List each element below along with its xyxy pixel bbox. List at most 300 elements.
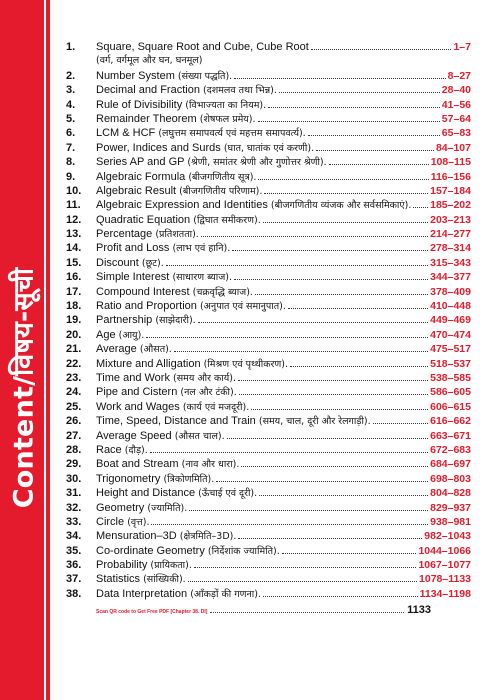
entry-title: Remainder Theorem xyxy=(96,112,197,125)
toc-entry[interactable] xyxy=(66,98,471,112)
entry-line xyxy=(96,572,471,587)
entry-hindi-title: (वृत्त). xyxy=(127,516,150,528)
page-range: 1078–1133 xyxy=(419,573,471,586)
toc-entry[interactable] xyxy=(66,400,471,414)
entry-hindi-title: (साधारण ब्याज). xyxy=(172,272,233,284)
entry-title: Profit and Loss xyxy=(96,242,170,255)
entry-title-group xyxy=(96,184,262,199)
dot-leader xyxy=(188,572,417,582)
entry-title-group xyxy=(96,400,249,415)
entry-title: Work and Wages xyxy=(96,400,180,413)
toc-entry[interactable] xyxy=(66,126,471,140)
page-range: 41–56 xyxy=(441,98,471,111)
entry-hindi-title: (साझेदारी). xyxy=(155,315,196,327)
entry-number: 27. xyxy=(66,429,82,442)
entry-title-group xyxy=(96,313,196,328)
page-range: 829–937 xyxy=(430,501,471,514)
entry-line xyxy=(96,299,471,314)
entry-hindi-title: (श्रेणी, समांतर श्रेणी और गुणोत्तर श्रेणी). xyxy=(187,157,327,169)
entry-title-group xyxy=(96,40,309,54)
entry-title-group xyxy=(96,515,149,530)
entry-line xyxy=(96,529,471,544)
page-range: 84–107 xyxy=(435,141,471,154)
footer-leader xyxy=(210,608,404,613)
dot-leader xyxy=(227,429,428,439)
toc-entry[interactable] xyxy=(66,515,471,529)
entry-hindi-title: (बीजगणितीय सूत्र). xyxy=(188,171,257,183)
entry-title: Power, Indices and Surds xyxy=(96,141,221,154)
entry-hindi-title: (प्रायिकता). xyxy=(150,560,192,572)
entry-line xyxy=(96,457,471,472)
entry-line xyxy=(96,69,471,84)
toc-entry[interactable] xyxy=(66,313,471,327)
entry-line xyxy=(96,328,471,343)
toc-entry[interactable] xyxy=(66,40,471,69)
page-range: 116–156 xyxy=(430,170,471,183)
entry-title-group xyxy=(96,155,327,170)
entry-title-group xyxy=(96,572,186,587)
toc-entry[interactable] xyxy=(66,429,471,443)
entry-title: Square, Square Root and Cube, Cube Root xyxy=(96,41,309,53)
entry-line xyxy=(96,501,471,516)
entry-number: 15. xyxy=(66,256,82,269)
entry-title: Ratio and Proportion xyxy=(96,300,197,313)
entry-hindi-title: (औसत चाल). xyxy=(174,430,225,442)
entry-hindi-title: (प्रतिशतता). xyxy=(155,229,199,241)
dot-leader xyxy=(232,241,428,251)
entry-title-group xyxy=(96,385,237,400)
entry-title-group xyxy=(96,83,277,98)
dot-leader xyxy=(174,342,428,352)
dot-leader xyxy=(282,544,417,554)
toc-entry[interactable] xyxy=(66,414,471,428)
entry-title-group xyxy=(96,544,280,559)
dot-leader xyxy=(311,40,452,50)
entry-line xyxy=(96,342,471,357)
entry-title: Decimal and Fraction xyxy=(96,84,200,97)
toc-entry[interactable] xyxy=(66,83,471,97)
page-range: 698–803 xyxy=(430,472,471,485)
dot-leader xyxy=(189,501,428,511)
page-range: 344–377 xyxy=(430,271,471,284)
entry-hindi-title: (आयु). xyxy=(118,329,145,341)
entry-number: 9. xyxy=(66,170,76,183)
page-range: 663–671 xyxy=(430,429,471,442)
entry-title: Boat and Stream xyxy=(96,458,179,471)
page-footer xyxy=(96,604,431,616)
entry-title: Height and Distance xyxy=(96,487,196,500)
entry-title: Quadratic Equation xyxy=(96,213,191,226)
entry-line xyxy=(96,40,471,54)
entry-line xyxy=(96,400,471,415)
entry-title-group xyxy=(96,98,266,113)
entry-title: Trigonometry xyxy=(96,472,161,485)
page-range: 938–981 xyxy=(430,515,471,528)
dot-leader xyxy=(264,184,428,194)
entry-number: 22. xyxy=(66,357,82,370)
entry-title: Probability xyxy=(96,559,148,572)
entry-title: Algebraic Result xyxy=(96,184,177,197)
entry-number: 8. xyxy=(66,156,76,169)
toc-entry[interactable] xyxy=(66,299,471,313)
entry-title-group xyxy=(96,501,187,516)
entry-number: 14. xyxy=(66,242,82,255)
toc-entry[interactable] xyxy=(66,328,471,342)
toc-entry[interactable] xyxy=(66,241,471,255)
toc-entry[interactable] xyxy=(66,285,471,299)
dot-leader xyxy=(146,328,428,338)
entry-number: 18. xyxy=(66,300,82,313)
entry-line xyxy=(96,155,471,170)
dot-leader xyxy=(151,515,428,525)
entry-title: Rule of Divisibility xyxy=(96,98,183,111)
toc-entry[interactable] xyxy=(66,457,471,471)
page-range: 65–83 xyxy=(441,127,471,140)
entry-hindi-title: (कार्य एवं मजदूरी). xyxy=(182,401,250,413)
page-range: 1–7 xyxy=(453,41,471,53)
entry-title: Data Interpretation xyxy=(96,587,188,600)
entry-title-group xyxy=(96,371,236,386)
entry-line xyxy=(96,227,471,242)
entry-line xyxy=(96,170,471,185)
toc-entry[interactable] xyxy=(66,213,471,227)
toc-entry[interactable] xyxy=(66,69,471,83)
entry-number: 25. xyxy=(66,400,82,413)
entry-title: Statistics xyxy=(96,573,141,586)
toc-entry[interactable] xyxy=(66,342,471,356)
entry-hindi-title: (समय, चाल, दूरी और रेलगाड़ी). xyxy=(258,416,371,428)
toc-entry[interactable] xyxy=(66,443,471,457)
toc-entry[interactable] xyxy=(66,198,471,212)
entry-title: Time, Speed, Distance and Train xyxy=(96,415,256,428)
entry-number: 33. xyxy=(66,515,82,528)
entry-line xyxy=(96,313,471,328)
entry-title-group xyxy=(96,429,225,444)
entry-hindi-title: (घात, घातांक एवं करणी). xyxy=(223,142,315,154)
page-range: 8–27 xyxy=(447,69,471,82)
entry-hindi-title: (औसत). xyxy=(139,344,172,356)
entry-hindi-title: (बीजगणितीय व्यंजक और सर्वसमिकाएं). xyxy=(270,200,412,212)
dot-leader xyxy=(258,170,428,180)
entry-title-group xyxy=(96,529,236,544)
entry-hindi-title: (क्षेत्रमिति–3D). xyxy=(179,531,237,543)
entry-hindi-title: (नल और टंकी). xyxy=(180,387,237,399)
dot-leader xyxy=(216,472,428,482)
toc-entry[interactable] xyxy=(66,141,471,155)
footer-note: Scan QR code to Get Free PDF [Chapter 38. DI] xyxy=(96,609,208,615)
entry-title-group xyxy=(96,112,256,127)
entry-line xyxy=(96,587,471,602)
dot-leader xyxy=(413,198,428,208)
dot-leader xyxy=(308,126,440,136)
dot-leader xyxy=(198,313,428,323)
entry-hindi-title: (नाव और धारा). xyxy=(181,459,240,471)
entry-hindi-title: (अनुपात एवं समानुपात). xyxy=(199,301,286,313)
toc-entry[interactable] xyxy=(66,371,471,385)
entry-line xyxy=(96,385,471,400)
page-range: 1044–1066 xyxy=(418,544,471,557)
entry-title-group xyxy=(96,126,306,141)
entry-number: 31. xyxy=(66,487,82,500)
entry-title-group xyxy=(96,270,232,285)
entry-number: 17. xyxy=(66,285,82,298)
entry-line xyxy=(96,270,471,285)
entry-title-group xyxy=(96,241,230,256)
dot-leader xyxy=(234,69,445,79)
entry-number: 1. xyxy=(66,41,76,53)
entry-title-group xyxy=(96,443,148,458)
entry-hindi-title: (लघुत्तम समापवर्त्य एवं महत्तम समापवर्त्य). xyxy=(158,128,306,140)
entry-title: Time and Work xyxy=(96,372,170,384)
entry-line xyxy=(96,443,471,458)
entry-number: 6. xyxy=(66,127,76,140)
entry-title-group xyxy=(96,285,253,300)
toc-entry[interactable] xyxy=(66,155,471,169)
entry-hindi-title: (ऊँचाई एवं दूरी). xyxy=(198,488,258,500)
toc-entry[interactable] xyxy=(66,256,471,270)
dot-leader xyxy=(373,414,428,424)
entry-number: 24. xyxy=(66,386,82,399)
toc-entry[interactable] xyxy=(66,501,471,515)
entry-title-group xyxy=(96,256,164,271)
entry-title-group xyxy=(96,227,199,242)
entry-title-group xyxy=(96,342,172,357)
dot-leader xyxy=(263,587,418,597)
entry-number: 32. xyxy=(66,501,82,514)
entry-hindi-title: (बीजगणितीय परिणाम). xyxy=(179,185,263,197)
page-number: 1133 xyxy=(407,604,431,616)
page-range: 410–448 xyxy=(430,300,471,313)
toc-entry[interactable] xyxy=(66,558,471,572)
entry-hindi-title: (दशमलव तथा भिन्न). xyxy=(203,85,277,97)
entry-title: Number System xyxy=(96,69,175,82)
page-range: 475–517 xyxy=(430,343,471,356)
entry-title: Partnership xyxy=(96,314,153,327)
entry-title: Race xyxy=(96,443,122,456)
page-range: 1134–1198 xyxy=(419,587,471,600)
page-range: 518–537 xyxy=(430,357,471,370)
entry-number: 12. xyxy=(66,213,82,226)
entry-title: Percentage xyxy=(96,228,153,241)
entry-number: 23. xyxy=(66,372,82,384)
toc-entry[interactable] xyxy=(66,357,471,371)
dot-leader xyxy=(329,155,429,165)
page-range: 57–64 xyxy=(441,112,471,125)
entry-title-group xyxy=(96,299,286,314)
entry-number: 20. xyxy=(66,328,82,341)
entry-line xyxy=(96,357,471,372)
page-range: 804–828 xyxy=(430,487,471,500)
page-range: 672–683 xyxy=(430,443,471,456)
page-range: 108–115 xyxy=(430,156,471,169)
entry-title: Age xyxy=(96,328,116,341)
entry-line xyxy=(96,256,471,271)
entry-number: 26. xyxy=(66,415,82,428)
entry-number: 34. xyxy=(66,530,82,543)
entry-title-group xyxy=(96,558,192,573)
toc-entry[interactable] xyxy=(66,170,471,184)
page-range: 586–605 xyxy=(430,386,471,399)
entry-number: 13. xyxy=(66,228,82,241)
toc-entry[interactable] xyxy=(66,112,471,126)
toc-entry[interactable] xyxy=(66,544,471,558)
page-range: 470–474 xyxy=(430,328,471,341)
entry-title: Geometry xyxy=(96,501,145,514)
entry-line xyxy=(96,213,471,228)
entry-title-group xyxy=(96,472,214,487)
entry-hindi-title: (विभाज्यता का नियम). xyxy=(185,99,267,111)
sidebar-title: Content/विषय-सूची xyxy=(8,267,40,509)
dot-leader xyxy=(255,285,428,295)
page-range: 378–409 xyxy=(430,285,471,298)
entry-line xyxy=(96,371,471,386)
entry-line xyxy=(96,429,471,444)
entry-line xyxy=(96,126,471,141)
entry-title: Co-ordinate Geometry xyxy=(96,544,205,557)
entry-title-group xyxy=(96,141,314,156)
entry-hindi-title: (सांख्यिकी). xyxy=(143,574,186,586)
toc-entry[interactable] xyxy=(66,472,471,486)
entry-line xyxy=(96,486,471,501)
entry-number: 19. xyxy=(66,314,82,327)
entry-line xyxy=(96,515,471,530)
entry-hindi-title: (दौड़). xyxy=(124,444,148,456)
entry-title-group xyxy=(96,170,256,185)
dot-leader xyxy=(234,270,428,280)
dot-leader xyxy=(239,385,428,395)
page-range: 616–662 xyxy=(430,415,471,428)
dot-leader xyxy=(258,112,440,122)
entry-number: 38. xyxy=(66,587,82,600)
entry-title: Algebraic Expression and Identities xyxy=(96,199,268,212)
entry-title-group xyxy=(96,414,371,429)
page-range: 982–1043 xyxy=(424,530,471,543)
page-range: 315–343 xyxy=(430,256,471,269)
toc-entry[interactable] xyxy=(66,184,471,198)
entry-line xyxy=(96,184,471,199)
entry-title-group xyxy=(96,69,232,84)
entry-title-group xyxy=(96,328,144,343)
dot-leader xyxy=(241,457,428,467)
entry-number: 4. xyxy=(66,98,76,111)
dot-leader xyxy=(279,83,440,93)
toc-entry[interactable] xyxy=(66,486,471,500)
entry-line xyxy=(96,558,471,573)
toc-entry[interactable] xyxy=(66,385,471,399)
entry-hindi-title: (निर्देशांक ज्यामिति). xyxy=(207,545,280,557)
table-of-contents xyxy=(66,40,471,601)
entry-title: Compound Interest xyxy=(96,285,190,298)
entry-line xyxy=(96,472,471,487)
entry-hindi-title: (लाभ एवं हानि). xyxy=(172,243,231,255)
entry-title: Series AP and GP xyxy=(96,156,185,169)
entry-title-group xyxy=(96,213,261,228)
entry-title-group xyxy=(96,587,261,602)
page-range: 203–213 xyxy=(430,213,471,226)
sidebar-stripe xyxy=(46,0,50,700)
dot-leader xyxy=(238,529,422,539)
toc-entry[interactable] xyxy=(66,529,471,543)
entry-line xyxy=(96,544,471,559)
entry-hindi-title: (द्विघात समीकरण). xyxy=(193,214,261,226)
entry-line xyxy=(96,112,471,127)
entry-number: 30. xyxy=(66,472,82,485)
dot-leader xyxy=(251,400,428,410)
entry-number: 11. xyxy=(66,199,81,212)
entry-title-group xyxy=(96,486,257,501)
dot-leader xyxy=(259,486,428,496)
entry-title: Mixture and Alligation xyxy=(96,357,201,370)
entry-title: Average xyxy=(96,343,137,356)
dot-leader xyxy=(316,141,434,151)
toc-entry[interactable] xyxy=(66,270,471,284)
entry-number: 7. xyxy=(66,141,76,154)
entry-hindi-title: (समय और कार्य). xyxy=(173,373,236,384)
entry-number: 28. xyxy=(66,443,82,456)
entry-number: 5. xyxy=(66,112,76,125)
entry-line xyxy=(96,83,471,98)
entry-title-group xyxy=(96,357,288,372)
entry-title-group xyxy=(96,457,239,472)
entry-hindi-title: (संख्या पद्धति). xyxy=(177,70,233,82)
entry-title: LCM & HCF xyxy=(96,127,156,140)
toc-entry[interactable] xyxy=(66,587,471,601)
entry-title: Average Speed xyxy=(96,429,172,442)
dot-leader xyxy=(150,443,428,453)
page-range: 606–615 xyxy=(430,400,471,413)
dot-leader xyxy=(288,299,428,309)
entry-hindi-title: (शेषफल प्रमेय). xyxy=(199,113,256,125)
entry-hindi-title: (ज्यामिति). xyxy=(147,502,188,514)
entry-line xyxy=(96,141,471,156)
page-range: 214–277 xyxy=(430,228,471,241)
entry-title: Simple Interest xyxy=(96,271,170,284)
toc-entry[interactable] xyxy=(66,227,471,241)
dot-leader xyxy=(268,98,440,108)
entry-title: Pipe and Cistern xyxy=(96,386,178,399)
dot-leader xyxy=(238,371,428,381)
entry-title: Mensuration–3D xyxy=(96,530,177,543)
page-range: 185–202 xyxy=(430,199,471,212)
page-range: 278–314 xyxy=(430,242,471,255)
entry-number: 36. xyxy=(66,559,82,572)
entry-title: Circle xyxy=(96,515,125,528)
page-range: 538–585 xyxy=(430,372,471,384)
entry-number: 21. xyxy=(66,343,82,356)
entry-number: 37. xyxy=(66,573,82,586)
entry-number: 16. xyxy=(66,271,82,284)
entry-number: 3. xyxy=(66,84,76,97)
entry-number: 2. xyxy=(66,69,76,82)
toc-entry[interactable] xyxy=(66,572,471,586)
entry-number: 10. xyxy=(66,184,82,197)
entry-line xyxy=(96,285,471,300)
entry-line xyxy=(96,98,471,113)
entry-title: Discount xyxy=(96,256,139,269)
page-range: 28–40 xyxy=(441,84,471,97)
entry-hindi-title: (मिश्रण एवं पृथ्थीकरण). xyxy=(203,358,289,370)
entry-hindi-title: (चक्रवृद्धि ब्याज). xyxy=(192,286,253,298)
entry-title: Algebraic Formula xyxy=(96,170,186,183)
entry-hindi-title: (त्रिकोणमिति). xyxy=(163,473,215,485)
page-range: 1067–1077 xyxy=(418,559,471,572)
dot-leader xyxy=(263,213,428,223)
dot-leader xyxy=(166,256,428,266)
page-range: 157–184 xyxy=(430,184,471,197)
page-range: 684–697 xyxy=(430,458,471,471)
entry-title-group xyxy=(96,198,411,213)
entry-number: 35. xyxy=(66,544,82,557)
